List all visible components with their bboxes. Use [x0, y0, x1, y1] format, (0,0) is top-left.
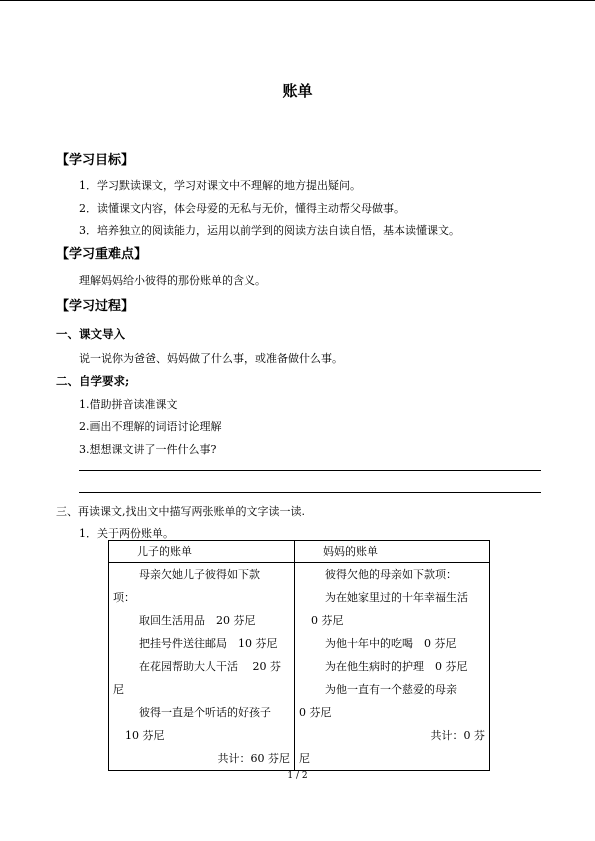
part3-sub: 1．关于两份账单。	[79, 527, 174, 540]
mother-bill-line: 为他一直有一个慈爱的母亲	[325, 683, 457, 696]
key-points-heading: 【学习重难点】	[56, 247, 148, 262]
mother-bill-line: 为在他生病时的护理 0 芬尼	[325, 660, 468, 673]
page-title: 账单	[282, 82, 313, 100]
son-bill-line: 项：	[113, 591, 135, 604]
son-bill-line: 母亲欠她儿子彼得如下款	[139, 568, 260, 581]
answer-line-1	[79, 470, 541, 471]
mother-bill-line: 0 芬尼	[311, 614, 344, 627]
son-bill-cell	[109, 563, 295, 771]
son-bill-line: 在花园帮助大人干活 20 芬	[139, 660, 281, 673]
goal-item-3: 3．培养独立的阅读能力，运用以前学到的阅读方法自读自悟，基本读懂课文。	[79, 224, 460, 237]
part1-heading: 一、课文导入	[56, 327, 125, 341]
key-points-text: 理解妈妈给小彼得的那份账单的含义。	[79, 274, 266, 287]
part2-heading: 二、自学要求;	[56, 374, 130, 388]
son-bill-header: 儿子的账单	[109, 541, 295, 563]
part2-item-3: 3.想想课文讲了一件什么事?	[79, 443, 217, 456]
answer-line-2	[79, 492, 541, 493]
mother-bill-line: 为他十年中的吃喝 0 芬尼	[325, 637, 457, 650]
goals-heading: 【学习目标】	[56, 153, 135, 168]
part3-text: 三、再读课文,找出文中描写两张账单的文字读一读.	[56, 505, 305, 518]
mother-bill-line: 彼得欠他的母亲如下款项：	[325, 568, 457, 581]
process-heading: 【学习过程】	[56, 299, 135, 314]
mother-bill-line: 为在她家里过的十年幸福生活	[325, 591, 468, 604]
mother-bill-cell	[295, 563, 490, 771]
son-bill-line: 取回生活用品 20 芬尼	[139, 614, 256, 627]
goal-item-2: 2．读懂课文内容，体会母爱的无私与无价，懂得主动帮父母做事。	[79, 202, 405, 215]
page-number: 1 / 2	[287, 771, 308, 781]
son-bill-line: 彼得一直是个听话的好孩子	[139, 706, 271, 719]
mother-bill-total: 共计：0 芬	[430, 729, 485, 742]
mother-bill-line: 0 芬尼	[299, 706, 332, 719]
page-top-rule	[0, 0, 595, 1]
son-bill-total: 共计：60 芬尼	[217, 752, 290, 765]
mother-bill-header: 妈妈的账单	[295, 541, 490, 563]
son-bill-line: 把挂号件送往邮局 10 芬尼	[139, 637, 278, 650]
son-bill-line: 尼	[113, 683, 124, 696]
part1-text: 说一说你为爸爸、妈妈做了什么事，或准备做什么事。	[79, 352, 343, 365]
mother-bill-line: 尼	[299, 752, 310, 765]
goal-item-1: 1．学习默读课文，学习对课文中不理解的地方提出疑问。	[79, 179, 361, 192]
part2-item-2: 2.画出不理解的词语讨论理解	[79, 420, 222, 433]
son-bill-line: 10 芬尼	[125, 729, 165, 742]
part2-item-1: 1.借助拼音读准课文	[79, 398, 178, 411]
bills-table	[108, 540, 490, 771]
